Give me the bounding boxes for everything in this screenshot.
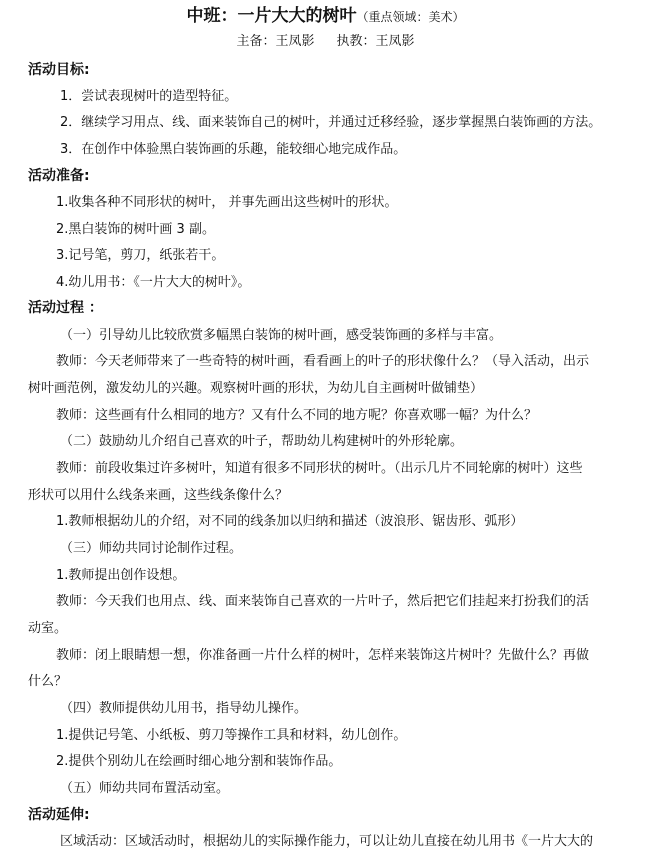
process-heading: 活动过程 ：: [28, 300, 103, 316]
process-line: 教师：前段收集过许多树叶，知道有很多不同形状的树叶。（出示几片不同轮廓的树叶）这些: [56, 461, 583, 476]
goal-item: 2．继续学习用点、线、面来装饰自己的树叶，并通过迁移经验，逐步掌握黑白装饰画的方法。: [60, 115, 602, 130]
process-line: （二）鼓励幼儿介绍自己喜欢的叶子，帮助幼儿构建树叶的外形轮廓。: [60, 434, 464, 449]
prep-item: 3.记号笔，剪刀，纸张若干。: [56, 248, 225, 263]
process-line: （一）引导幼儿比较欣赏多幅黑白装饰的树叶画，感受装饰画的多样与丰富。: [60, 328, 503, 343]
prep-item: 2.黑白装饰的树叶画 3 副。: [56, 222, 215, 237]
extension-heading: 活动延伸:: [28, 807, 90, 823]
process-line: 动室。: [28, 621, 68, 636]
process-line: 形状可以用什么线条来画，这些线条像什么？: [28, 488, 289, 503]
goal-item: 3．在创作中体验黑白装饰画的乐趣，能较细心地完成作品。: [60, 142, 407, 157]
extension-line: 区域活动：区域活动时，根据幼儿的实际操作能力，可以让幼儿直接在幼儿用书《一片大大的: [60, 834, 594, 849]
process-line: 教师：闭上眼睛想一想，你准备画一片什么样的树叶，怎样来装饰这片树叶？先做什么？再做: [56, 648, 590, 663]
process-line: 1.教师根据幼儿的介绍，对不同的线条加以归纳和描述（波浪形、锯齿形、弧形）: [56, 514, 524, 529]
prep-item: 1.收集各种不同形状的树叶， 并事先画出这些树叶的形状。: [56, 195, 398, 210]
process-line: （四）教师提供幼儿用书，指导幼儿操作。: [60, 701, 308, 716]
title-subject-area: （重点领域：美术）: [356, 10, 465, 24]
process-line: 树叶画范例，激发幼儿的兴趣。观察树叶画的形状，为幼儿自主画树叶做铺垫）: [28, 381, 484, 396]
prep-item: 4.幼儿用书：《一片大大的树叶》。: [56, 275, 251, 290]
byline: [0, 31, 651, 53]
process-line: 教师：这些画有什么相同的地方？又有什么不同的地方呢？你喜欢哪一幅？为什么？: [56, 408, 538, 423]
teacher: 执教：王凤影: [336, 34, 415, 49]
goal-item: 1．尝试表现树叶的造型特征。: [60, 89, 238, 104]
title-main: 中班：一片大大的树叶: [186, 6, 357, 26]
document-title: [0, 3, 651, 29]
process-line: 2.提供个别幼儿在绘画时细心地分割和装饰作品。: [56, 754, 342, 769]
process-line: （五）师幼共同布置活动室。: [60, 781, 230, 796]
goals-heading: 活动目标:: [28, 62, 90, 78]
process-line: （三）师幼共同讨论制作过程。: [60, 541, 243, 556]
lead-preparer: 主备：王凤影: [236, 34, 315, 49]
process-line: 1.教师提出创作设想。: [56, 568, 186, 583]
process-line: 教师：今天老师带来了一些奇特的树叶画，看看画上的叶子的形状像什么？（导入活动，出示: [56, 354, 590, 369]
process-line: 什么？: [28, 674, 68, 689]
process-line: 教师：今天我们也用点、线、面来装饰自己喜欢的一片叶子，然后把它们挂起来打扮我们的活: [56, 594, 590, 609]
process-line: 1.提供记号笔、小纸板、剪刀等操作工具和材料，幼儿创作。: [56, 728, 407, 743]
prep-heading: 活动准备:: [28, 168, 90, 184]
